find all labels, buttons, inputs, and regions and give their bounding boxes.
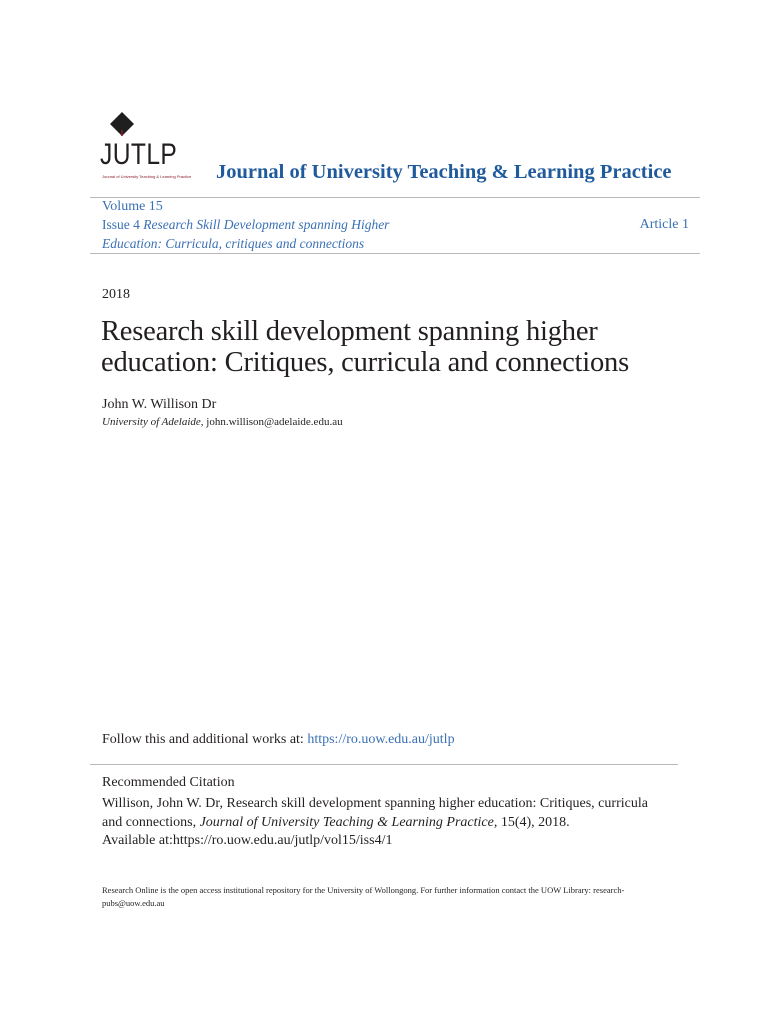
author-name: John W. Willison Dr	[102, 397, 217, 412]
divider	[90, 197, 700, 198]
volume-link[interactable]: Volume 15	[102, 199, 163, 214]
author-email: , john.willison@adelaide.edu.au	[200, 416, 343, 428]
citation-journal: Journal of University Teaching & Learning Practice	[199, 814, 494, 830]
mortarboard-diamond-icon	[110, 112, 134, 136]
issue-prefix: Issue 4	[102, 217, 140, 232]
citation-part2: , 15(4), 2018.	[493, 814, 570, 830]
repository-footer: Research Online is the open access institutional repository for the University of Wollongong. For further information contact the UOW Library: research-pubs@uow.edu.au	[102, 885, 625, 908]
citation-available: Available at:https://ro.uow.edu.au/jutlp/vol15/iss4/1	[102, 833, 393, 848]
author-affiliation	[102, 414, 343, 430]
citation-text	[102, 795, 662, 851]
follow-text: Follow this and additional works at:	[102, 732, 308, 747]
journal-title[interactable]: Journal of University Teaching & Learning Practice	[216, 161, 672, 183]
paper-title: Research skill development spanning higher education: Critiques, curricula and connections	[101, 316, 629, 378]
institution: University of Adelaide	[102, 416, 201, 428]
jutlp-logo[interactable]	[100, 110, 192, 184]
recommended-citation-heading: Recommended Citation	[102, 775, 235, 790]
logo-tagline: Journal of University Teaching & Learning Practice	[102, 174, 192, 179]
article-link[interactable]: Article 1	[639, 217, 689, 232]
logo-wordmark: JUTLP	[100, 138, 178, 171]
issue-link[interactable]	[102, 215, 422, 253]
follow-line	[102, 731, 455, 749]
citation-part1: Willison, John W. Dr, Research skill development spanning higher education: Critiques, curricula and connections,	[102, 796, 648, 830]
divider	[90, 253, 700, 254]
collection-link[interactable]: https://ro.uow.edu.au/jutlp	[307, 732, 455, 747]
divider	[90, 764, 678, 765]
publication-year: 2018	[102, 287, 130, 302]
issue-title: Research Skill Development spanning Higher Education: Curricula, critiques and connections	[102, 217, 390, 251]
